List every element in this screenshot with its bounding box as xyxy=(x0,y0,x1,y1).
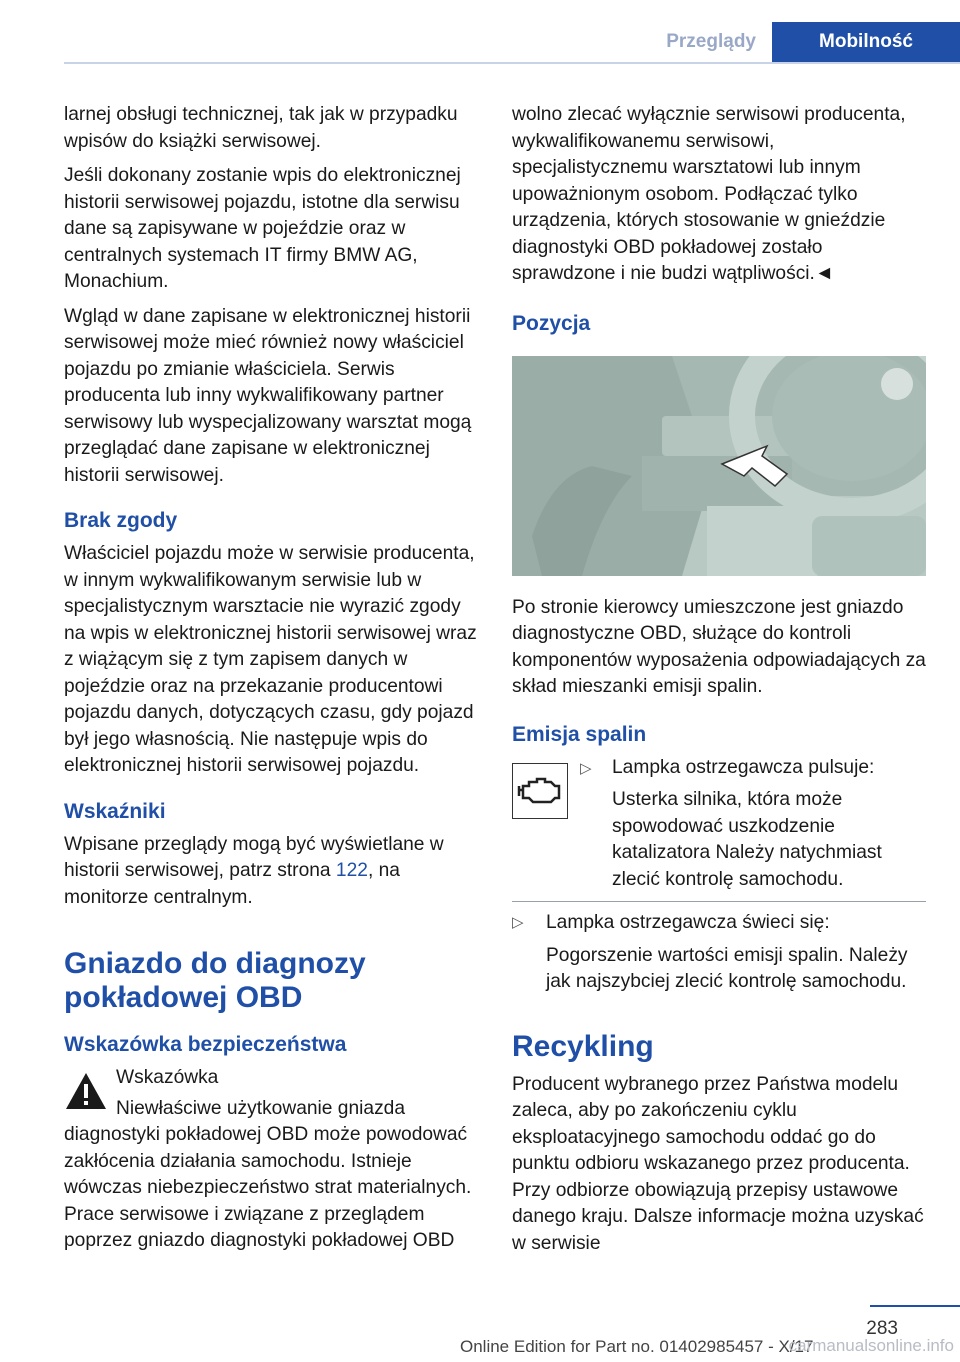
triangle-bullet-icon: ▷ xyxy=(580,759,592,777)
page-number: 283 xyxy=(866,1318,898,1339)
tab-overviews[interactable]: Przeglądy xyxy=(648,22,772,62)
emission-item xyxy=(512,910,926,996)
paragraph: larnej obsługi technicznej, tak jak w przypadku wpisów do książki serwisowej. xyxy=(64,104,458,152)
paragraph: Jeśli dokonany zostanie wpis do elektronicznej historii serwisowej pojazdu, istotne dla serwisu dane są zapisywane w pojeździe oraz w centralnych systemach IT firmy BMW AG, Monachium. xyxy=(64,165,461,292)
warning-text: Niewłaściwe użytkowanie gniazda diagnostyki pokładowej OBD może powodować zakłócenia działania samochodu. Istnieje wówczas niebezpieczeństwo strat materialnych. Prace serwisowe i związane z przeglądem poprzez gniazdo diagnostyki pokładowej OBD xyxy=(64,1097,472,1251)
warning-block xyxy=(64,1065,479,1255)
right-column xyxy=(512,102,926,1265)
paragraph: wolno zlecać wyłącznie serwisowi producenta, wykwalifikowanemu serwisowi, specjalistycznemu warsztatowi lub innym upoważnionym osobom. Podłączać tylko urządzenia, których stosowanie w gnieździe diagnostyki OBD pokładowej zostało sprawdzone i nie budzi wątpliwości.◄ xyxy=(512,104,906,284)
heading-position: Pozycja xyxy=(512,311,591,335)
paragraph: Wpisane przeglądy mogą być wyświetlane w historii serwisowej, patrz strona 122, na monitorze centralnym. xyxy=(64,833,444,908)
watermark: carmanualsonline.info xyxy=(788,1336,954,1355)
item-title: Lampka ostrzegawcza pulsuje: xyxy=(612,756,875,778)
heading-recycling: Recykling xyxy=(512,1029,654,1063)
triangle-bullet-icon: ▷ xyxy=(512,914,524,931)
emission-indicator-row xyxy=(512,755,926,894)
paragraph: Po stronie kierowcy umieszczone jest gniazdo diagnostyczne OBD, służące do kontroli komponentów wyposażenia odpowiadających za skład mieszanki emisji spalin. xyxy=(512,596,926,697)
heading-indicators: Wskaźniki xyxy=(64,799,166,823)
obd-location-illustration xyxy=(512,356,926,576)
left-column xyxy=(64,102,479,1263)
header-tabs xyxy=(648,22,960,62)
paragraph: Wgląd w dane zapisane w elektronicznej historii serwisowej może mieć również nowy właściciel pojazdu po zmianie właściciela. Serwis producenta lub inny wykwalifikowany partner serwisowy lub wyspecjalizowany warsztat mogą przeglądać dane zapisane w elektronicznej historii serwisowej. xyxy=(64,305,472,486)
divider xyxy=(512,901,926,902)
paragraph: Producent wybranego przez Państwa modelu zaleca, aby po zakończeniu cyklu eksploatacyjnego samochodu oddać go do punktu odbioru wskazanego przez producenta. Przy odbiorze obowiązują przepisy ustawowe danego kraju. Dalsze informacje można uzyskać w serwisie xyxy=(512,1073,924,1254)
heading-no-consent: Brak zgody xyxy=(64,509,178,532)
header-rule xyxy=(64,62,960,64)
check-engine-icon xyxy=(512,763,568,819)
warning-title: Wskazówka xyxy=(116,1067,219,1088)
footer-rule xyxy=(870,1305,960,1307)
page-link[interactable]: 122 xyxy=(335,860,368,881)
heading-obd: Gniazdo do diagnozy pokładowej OBD xyxy=(64,947,366,1014)
item-text: Pogorszenie wartości emisji spalin. Należy jak najszybciej zlecić kontrolę samochodu. xyxy=(546,944,908,992)
item-text: Usterka silnika, która może spowodować uszkodzenie katalizatora Należy natychmiast zlecić kontrolę samochodu. xyxy=(612,789,882,890)
warning-triangle-icon xyxy=(64,1071,108,1111)
edition-note: Online Edition for Part no. 01402985457 - X/17 xyxy=(460,1337,814,1356)
tab-mobility[interactable]: Mobilność xyxy=(772,22,960,62)
item-title: Lampka ostrzegawcza świeci się: xyxy=(546,912,830,933)
heading-emission: Emisja spalin xyxy=(512,722,647,746)
paragraph: Właściciel pojazdu może w serwisie producenta, w innym wykwalifikowanym serwisie lub w specjalistycznym warsztacie nie wyrazić zgody na wpis w elektronicznej historii serwisowej wraz z wiążącym się z tym zapisem danych w pojeździe oraz na przekazanie producentowi pojazdu danych, dotyczących czasu, gdy pojazd był jego własnością. Nie następuje wpis do elektronicznej historii serwisowej pojazdu. xyxy=(64,543,477,776)
heading-safety-note: Wskazówka bezpieczeństwa xyxy=(64,1033,347,1056)
